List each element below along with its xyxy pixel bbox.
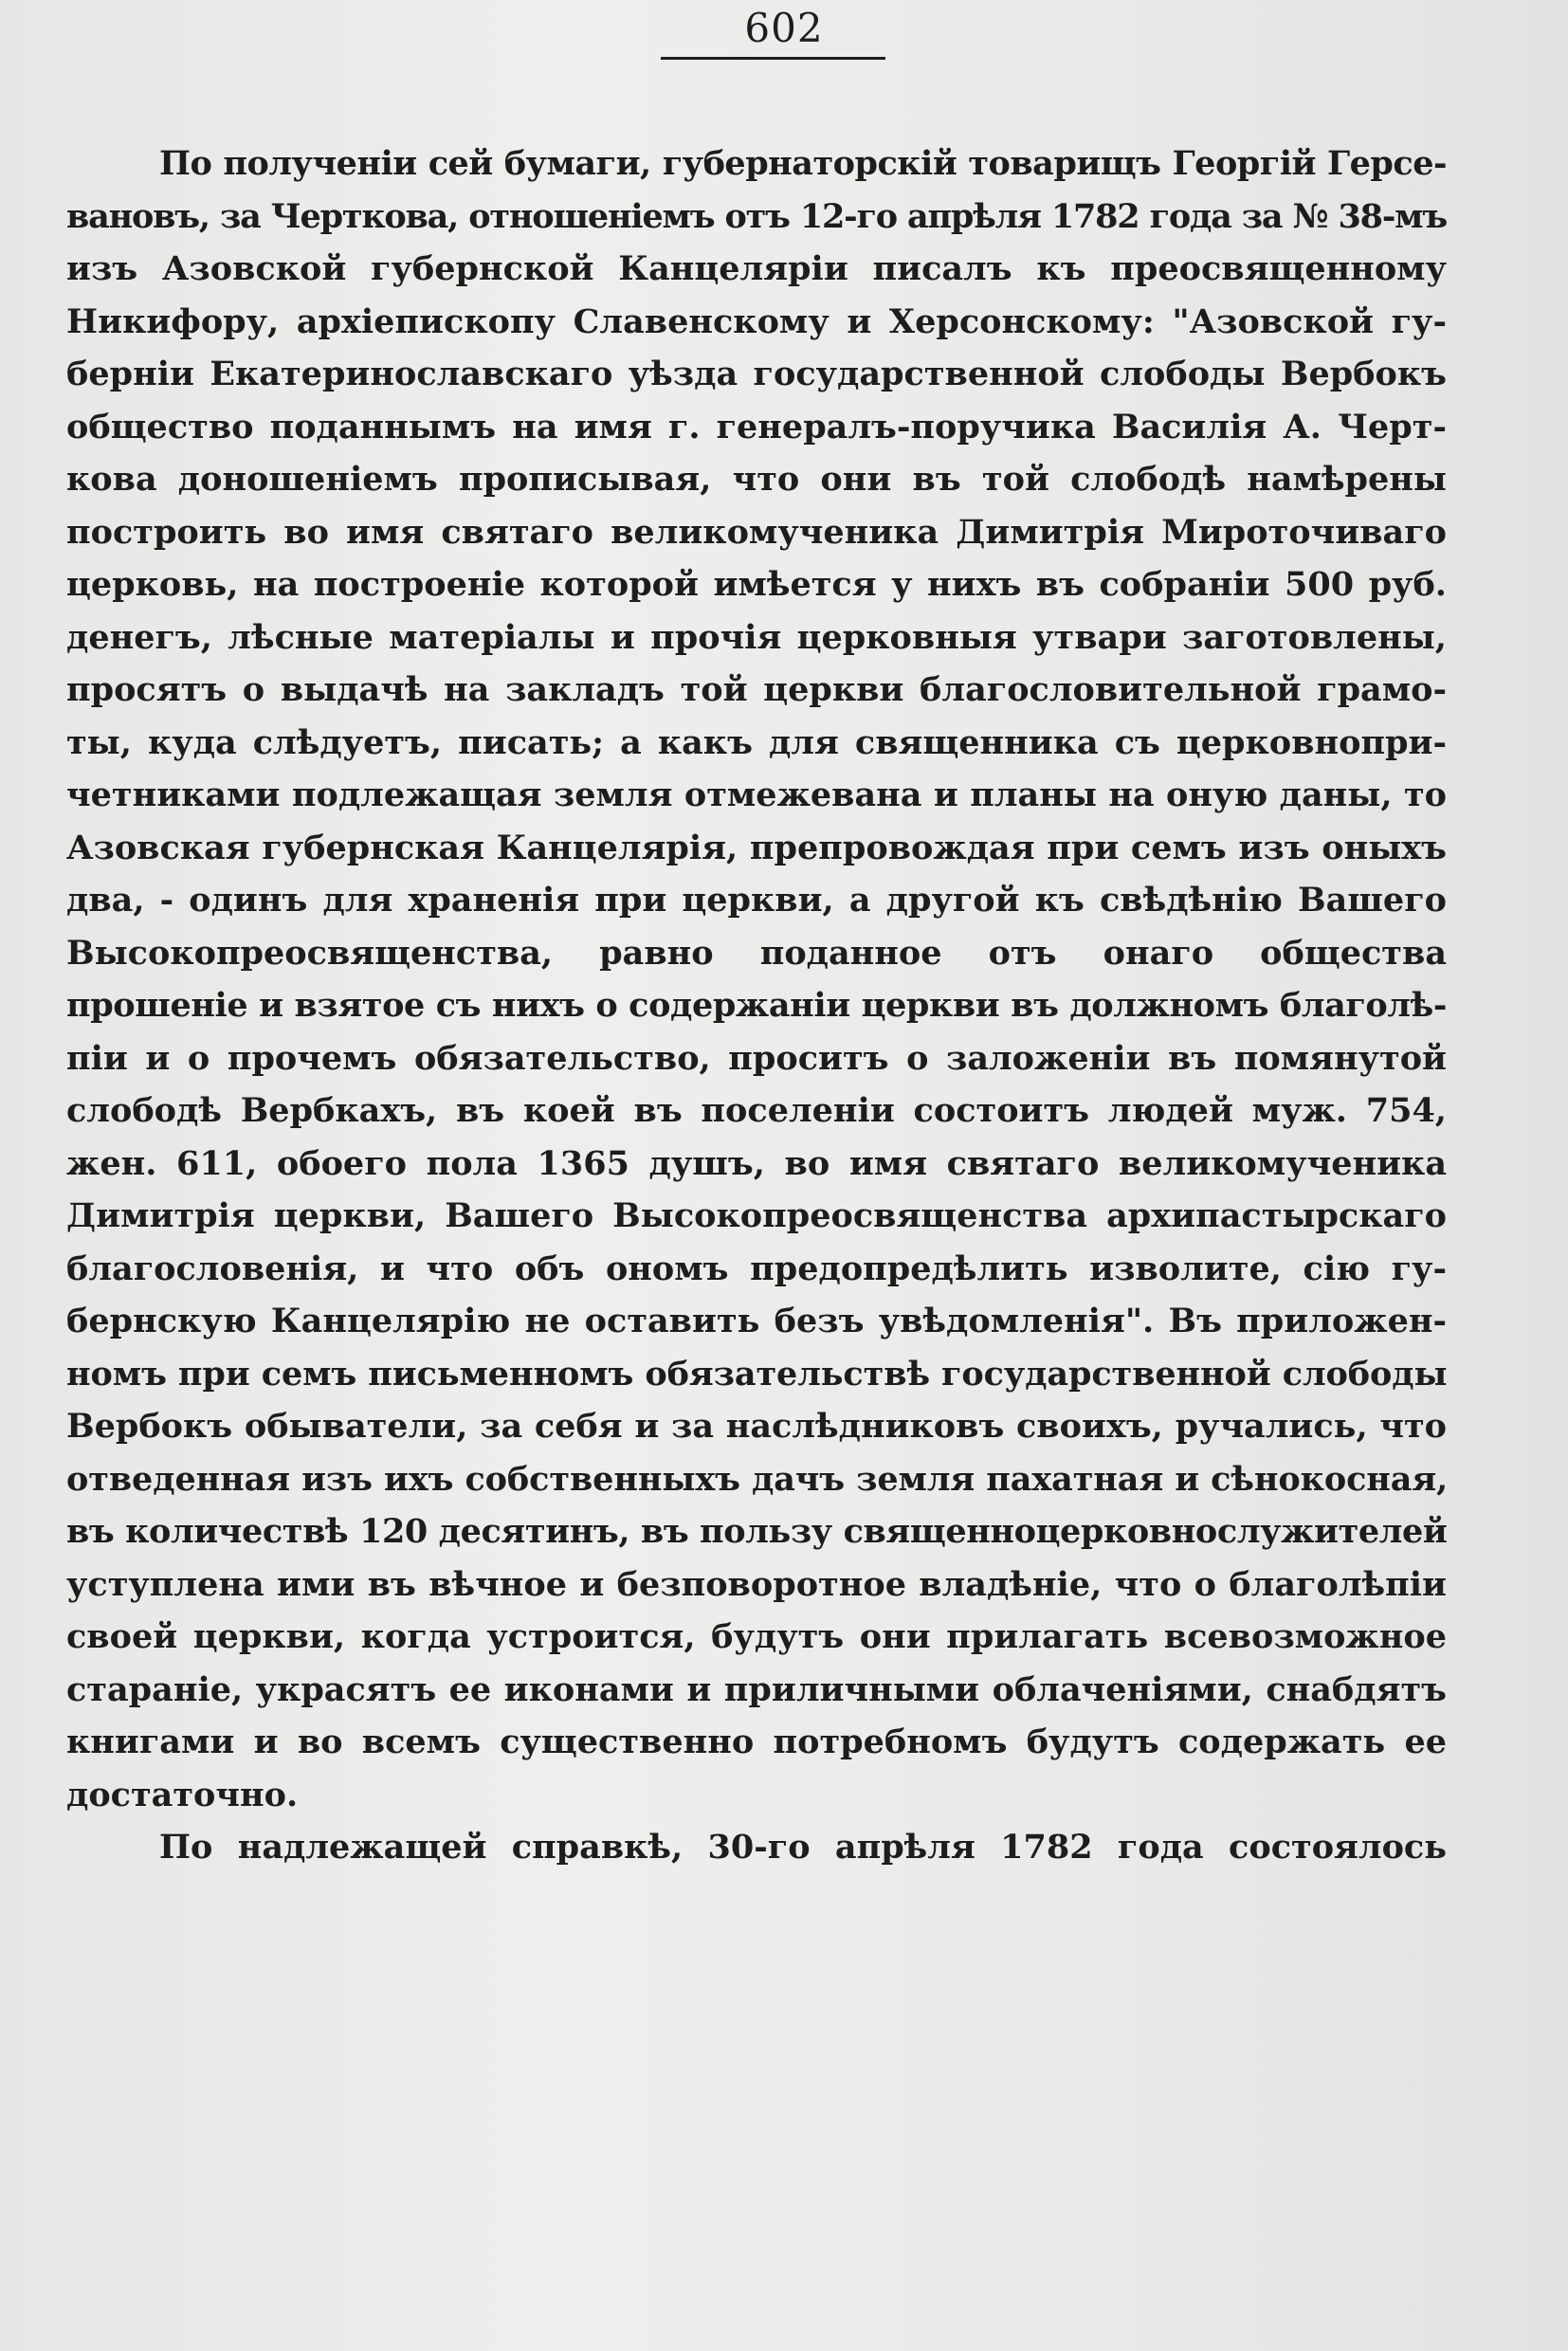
text-line: По полученіи сей бумаги, губернаторскій товарищъ Георгій Герсе- — [159, 144, 1447, 183]
text-line: Никифору, архіепископу Славенскому и Херсонскому: "Азовской гу- — [66, 301, 1447, 341]
text-line: слободѣ Вербкахъ, въ коей въ поселеніи состоитъ людей муж. 754, — [66, 1091, 1447, 1130]
text-line: жен. 611, обоего пола 1365 душъ, во имя святаго великомученика — [66, 1143, 1447, 1183]
text-line: четниками подлежащая земля отмежевана и планы на оную даны, то — [66, 775, 1447, 814]
text-line: отведенная изъ ихъ собственныхъ дачъ земля пахатная и сѣнокосная, — [66, 1459, 1449, 1499]
text-line: просятъ о выдачѣ на закладъ той церкви благословительной грамо- — [66, 670, 1447, 709]
text-line: благословенія, и что объ ономъ предопредѣлить изволите, сію гу- — [66, 1248, 1447, 1288]
text-line: По надлежащей справкѣ, 30-го апрѣля 1782 года состоялось — [159, 1828, 1447, 1867]
text-line: книгами и во всемъ существенно потребномъ будутъ содержать ее — [66, 1722, 1447, 1761]
text-line: ты, куда слѣдуетъ, писать; а какъ для священника съ церковнопри- — [66, 722, 1447, 762]
text-line: Высокопреосвященства, равно поданное отъ онаго общества — [66, 933, 1447, 973]
text-line: стараніе, украсятъ ее иконами и приличными облаченіями, снабдятъ — [66, 1669, 1447, 1709]
body-text — [66, 137, 1447, 1874]
text-line: изъ Азовской губернской Канцеляріи писалъ къ преосвященному — [66, 249, 1447, 288]
text-line: Димитрія церкви, Вашего Высокопреосвященства архипастырскаго — [66, 1196, 1447, 1235]
text-line: въ количествѣ 120 десятинъ, въ пользу священноцерковнослужителей — [66, 1512, 1448, 1551]
text-line: общество поданнымъ на имя г. генералъ-поручика Василія А. Черт- — [66, 407, 1447, 447]
text-line: церковь, на построеніе которой имѣется у нихъ въ собраніи 500 руб. — [66, 565, 1447, 604]
text-line: денегъ, лѣсные матеріалы и прочія церковныя утвари заготовлены, — [66, 617, 1447, 657]
text-line: бернскую Канцелярію не оставить безъ увѣдомленія". Въ приложен- — [66, 1302, 1447, 1340]
text-line: Вербокъ обыватели, за себя и за наслѣдниковъ своихъ, ручались, что — [66, 1407, 1447, 1446]
page-number-rule — [661, 57, 885, 60]
text-line: берніи Екатеринославскаго уѣзда государственной слободы Вербокъ — [66, 355, 1447, 393]
text-line: кова доношеніемъ прописывая, что они въ той слободѣ намѣрены — [66, 460, 1447, 499]
text-line: прошеніе и взятое съ нихъ о содержаніи церкви въ должномъ благолѣ- — [66, 986, 1447, 1025]
text-line: номъ при семъ письменномъ обязательствѣ государственной слободы — [66, 1354, 1448, 1394]
text-line: уступлена ими въ вѣчное и безповоротное владѣніе, что о благолѣпіи — [66, 1564, 1447, 1604]
text-line: два, - одинъ для храненія при церкви, а другой къ свѣдѣнію Вашего — [66, 881, 1447, 920]
text-line: Азовская губернская Канцелярія, препровождая при семъ изъ оныхъ — [66, 828, 1447, 867]
text-line: достаточно. — [66, 1775, 299, 1814]
text-line: своей церкви, когда устроится, будутъ они прилагать всевозможное — [66, 1617, 1447, 1656]
text-line: вановъ, за Черткова, отношеніемъ отъ 12-го апрѣля 1782 года за № 38-мъ — [66, 196, 1447, 236]
text-line: построить во имя святаго великомученика Димитрія Мироточиваго — [66, 512, 1447, 552]
page-number: 602 — [744, 5, 824, 51]
text-line: піи и о прочемъ обязательство, проситъ о заложеніи въ помянутой — [66, 1038, 1447, 1078]
